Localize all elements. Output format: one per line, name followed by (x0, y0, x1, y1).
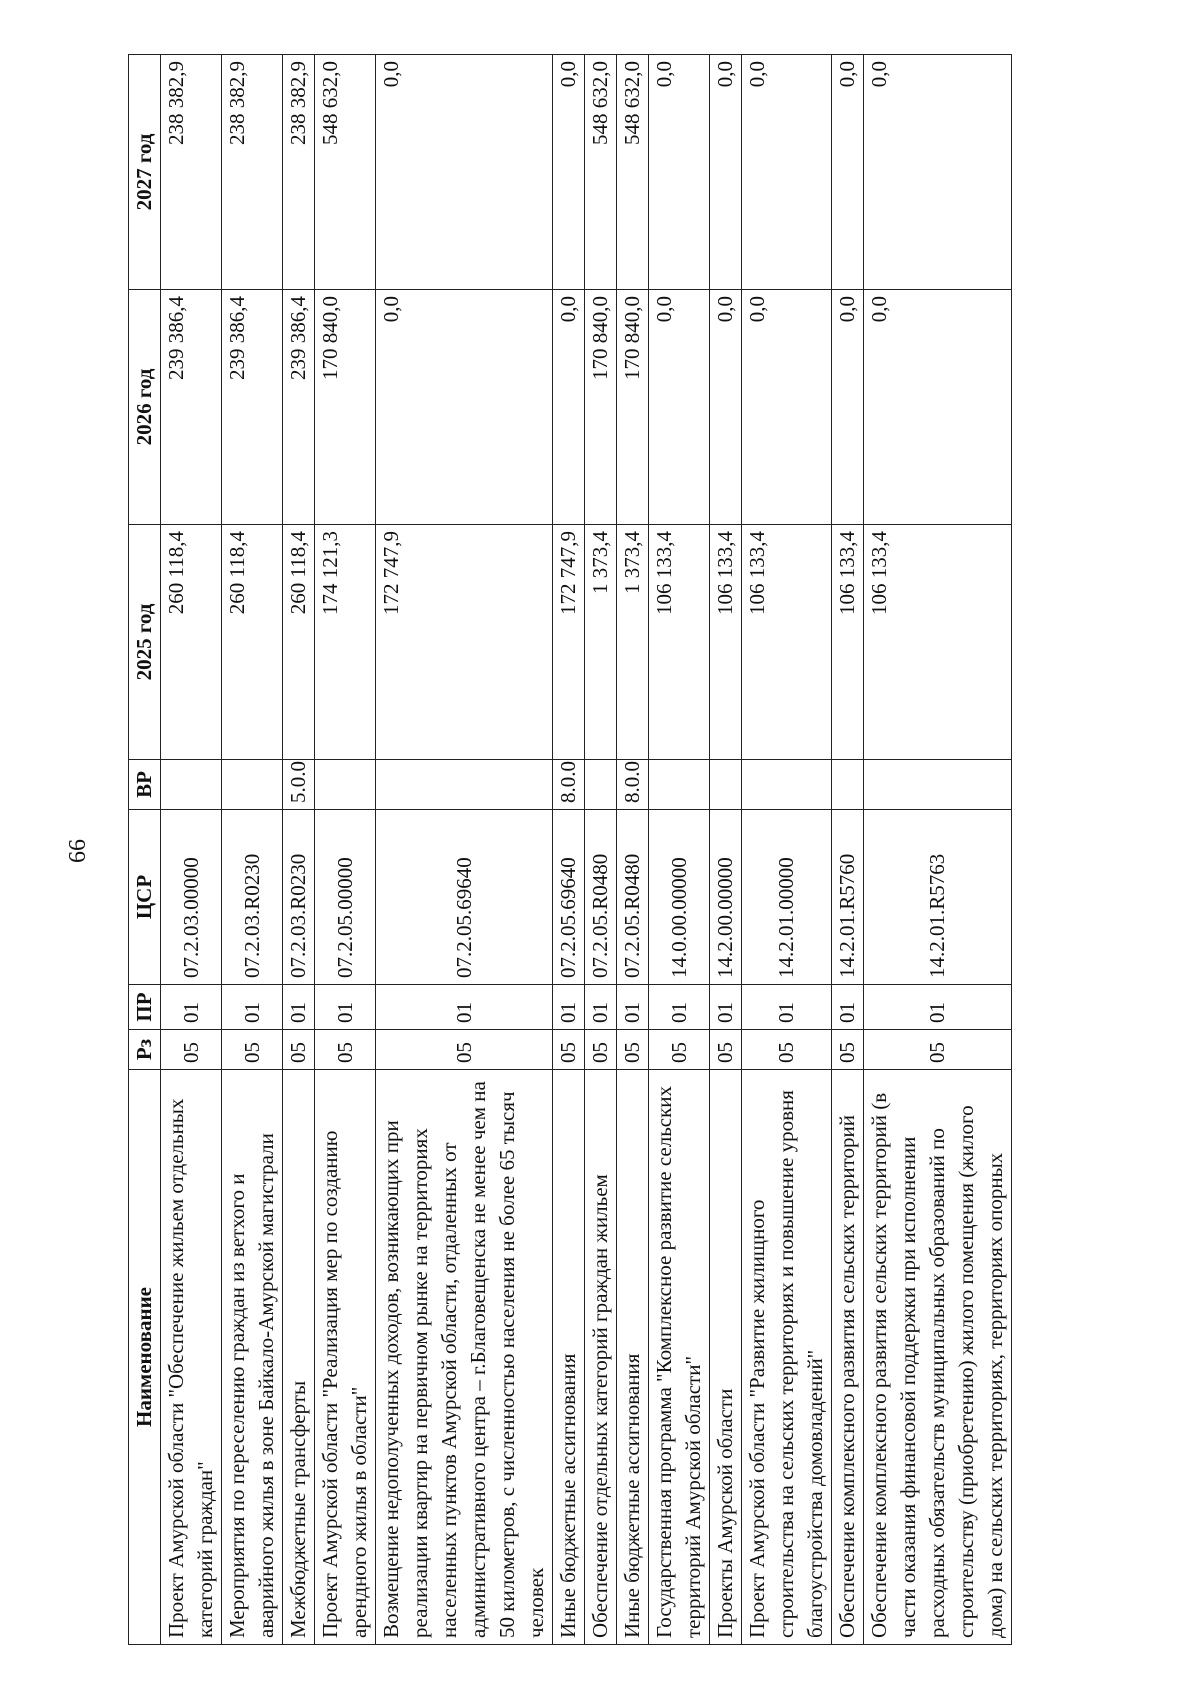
cell-2027: 238 382,9 (161, 55, 222, 290)
cell-vr: 8.0.0 (553, 760, 585, 810)
table-row (617, 55, 649, 1645)
cell-rz: 05 (649, 1030, 710, 1070)
cell-2026: 0,0 (553, 290, 585, 525)
cell-pr: 01 (222, 985, 283, 1030)
cell-2027: 0,0 (832, 55, 864, 290)
cell-name: Проект Амурской области "Реализация мер по созданию арендного жилья в области" (315, 1070, 376, 1645)
cell-csr: 07.2.05.69640 (376, 810, 553, 985)
cell-2025: 174 121,3 (315, 525, 376, 760)
cell-pr: 01 (161, 985, 222, 1030)
cell-vr (315, 760, 376, 810)
table-row (585, 55, 617, 1645)
cell-rz: 05 (710, 1030, 742, 1070)
cell-vr (161, 760, 222, 810)
cell-2026: 170 840,0 (585, 290, 617, 525)
cell-csr: 07.2.03.R0230 (222, 810, 283, 985)
cell-pr: 01 (283, 985, 315, 1030)
cell-pr: 01 (315, 985, 376, 1030)
cell-2025: 106 133,4 (649, 525, 710, 760)
cell-name: Проект Амурской области "Обеспечение жильем отдельных категорий граждан" (161, 1070, 222, 1645)
cell-2025: 260 118,4 (222, 525, 283, 760)
cell-2026: 0,0 (832, 290, 864, 525)
cell-2026: 0,0 (710, 290, 742, 525)
cell-rz: 05 (585, 1030, 617, 1070)
cell-rz: 05 (617, 1030, 649, 1070)
cell-2025: 172 747,9 (376, 525, 553, 760)
cell-rz: 05 (376, 1030, 553, 1070)
cell-csr: 14.2.01.00000 (742, 810, 832, 985)
header-name: Наименование (129, 1070, 161, 1645)
cell-rz: 05 (832, 1030, 864, 1070)
cell-2026: 239 386,4 (283, 290, 315, 525)
header-2027: 2027 год (129, 55, 161, 290)
cell-name: Иные бюджетные ассигнования (617, 1070, 649, 1645)
cell-vr: 8.0.0 (617, 760, 649, 810)
table-row (161, 55, 222, 1645)
cell-2027: 238 382,9 (283, 55, 315, 290)
header-2025: 2025 год (129, 525, 161, 760)
table-row (283, 55, 315, 1645)
cell-name: Обеспечение комплексного развития сельских территорий (832, 1070, 864, 1645)
cell-2025: 260 118,4 (283, 525, 315, 760)
cell-pr: 01 (617, 985, 649, 1030)
cell-2027: 0,0 (742, 55, 832, 290)
cell-name: Возмещение недополученных доходов, возникающих при реализации квартир на первичном рынке на территориях населенных пунктов Амурской области, отдаленных от административного центра – г.Благовещенска не менее чем на 50 километров, с численностью населения не более 65 тысяч человек (376, 1070, 553, 1645)
cell-pr: 01 (710, 985, 742, 1030)
cell-vr (222, 760, 283, 810)
cell-2027: 548 632,0 (315, 55, 376, 290)
cell-name: Обеспечение комплексного развития сельских территорий (в части оказания финансовой поддержки при исполнении расходных обязательств муниципальных образований по строительству (приобретению) жилого помещения (жилого дома) на сельских территориях, территориях опорных (864, 1070, 1012, 1645)
cell-2025: 106 133,4 (864, 525, 1012, 760)
cell-vr: 5.0.0 (283, 760, 315, 810)
cell-csr: 07.2.05.R0480 (585, 810, 617, 985)
cell-2027: 0,0 (649, 55, 710, 290)
cell-pr: 01 (585, 985, 617, 1030)
cell-name: Мероприятия по переселению граждан из ветхого и аварийного жилья в зоне Байкало-Амурской магистрали (222, 1070, 283, 1645)
header-rz: Рз (129, 1030, 161, 1070)
header-vr: ВР (129, 760, 161, 810)
cell-rz: 05 (222, 1030, 283, 1070)
cell-2026: 239 386,4 (161, 290, 222, 525)
cell-vr (710, 760, 742, 810)
table-row (315, 55, 376, 1645)
cell-vr (832, 760, 864, 810)
cell-name: Межбюджетные трансферты (283, 1070, 315, 1645)
cell-2026: 0,0 (742, 290, 832, 525)
cell-2027: 548 632,0 (585, 55, 617, 290)
cell-2027: 548 632,0 (617, 55, 649, 290)
table-row (742, 55, 832, 1645)
budget-table-container (128, 55, 1072, 1645)
cell-vr (585, 760, 617, 810)
cell-2026: 0,0 (376, 290, 553, 525)
table-body (161, 55, 1012, 1645)
cell-2025: 1 373,4 (617, 525, 649, 760)
cell-2025: 1 373,4 (585, 525, 617, 760)
cell-pr: 01 (376, 985, 553, 1030)
cell-rz: 05 (315, 1030, 376, 1070)
cell-rz: 05 (742, 1030, 832, 1070)
table-header-row (129, 55, 161, 1645)
cell-csr: 07.2.05.R0480 (617, 810, 649, 985)
cell-2027: 0,0 (376, 55, 553, 290)
cell-rz: 05 (161, 1030, 222, 1070)
table-row (710, 55, 742, 1645)
cell-pr: 01 (742, 985, 832, 1030)
cell-2025: 106 133,4 (832, 525, 864, 760)
header-2026: 2026 год (129, 290, 161, 525)
cell-name: Проект Амурской области "Развитие жилищного строительства на сельских территориях и повышение уровня благоустройства домовладений" (742, 1070, 832, 1645)
cell-vr (864, 760, 1012, 810)
table-row (864, 55, 1012, 1645)
cell-2026: 0,0 (864, 290, 1012, 525)
cell-2027: 0,0 (553, 55, 585, 290)
cell-pr: 01 (832, 985, 864, 1030)
cell-csr: 14.0.00.00000 (649, 810, 710, 985)
table-row (649, 55, 710, 1645)
cell-2025: 260 118,4 (161, 525, 222, 760)
cell-2026: 170 840,0 (617, 290, 649, 525)
cell-csr: 14.2.00.00000 (710, 810, 742, 985)
cell-csr: 07.2.03.R0230 (283, 810, 315, 985)
cell-rz: 05 (864, 1030, 1012, 1070)
cell-2026: 0,0 (649, 290, 710, 525)
page-number: 66 (65, 839, 91, 863)
table-row (222, 55, 283, 1645)
cell-vr (742, 760, 832, 810)
cell-2025: 106 133,4 (710, 525, 742, 760)
table-row (832, 55, 864, 1645)
cell-2027: 0,0 (710, 55, 742, 290)
table-row (553, 55, 585, 1645)
table-row (376, 55, 553, 1645)
cell-name: Обеспечение отдельных категорий граждан жильем (585, 1070, 617, 1645)
cell-rz: 05 (283, 1030, 315, 1070)
cell-pr: 01 (553, 985, 585, 1030)
cell-2025: 106 133,4 (742, 525, 832, 760)
cell-2026: 170 840,0 (315, 290, 376, 525)
cell-csr: 14.2.01.R5763 (864, 810, 1012, 985)
cell-csr: 14.2.01.R5760 (832, 810, 864, 985)
cell-2025: 172 747,9 (553, 525, 585, 760)
cell-pr: 01 (864, 985, 1012, 1030)
header-pr: ПР (129, 985, 161, 1030)
cell-pr: 01 (649, 985, 710, 1030)
cell-vr (649, 760, 710, 810)
cell-name: Государственная программа "Комплексное развитие сельских территорий Амурской области" (649, 1070, 710, 1645)
cell-csr: 07.2.05.69640 (553, 810, 585, 985)
cell-2027: 0,0 (864, 55, 1012, 290)
cell-name: Иные бюджетные ассигнования (553, 1070, 585, 1645)
cell-csr: 07.2.03.00000 (161, 810, 222, 985)
budget-table (128, 54, 1012, 1645)
cell-csr: 07.2.05.00000 (315, 810, 376, 985)
cell-vr (376, 760, 553, 810)
cell-2026: 239 386,4 (222, 290, 283, 525)
cell-rz: 05 (553, 1030, 585, 1070)
header-csr: ЦСР (129, 810, 161, 985)
cell-2027: 238 382,9 (222, 55, 283, 290)
cell-name: Проекты Амурской области (710, 1070, 742, 1645)
